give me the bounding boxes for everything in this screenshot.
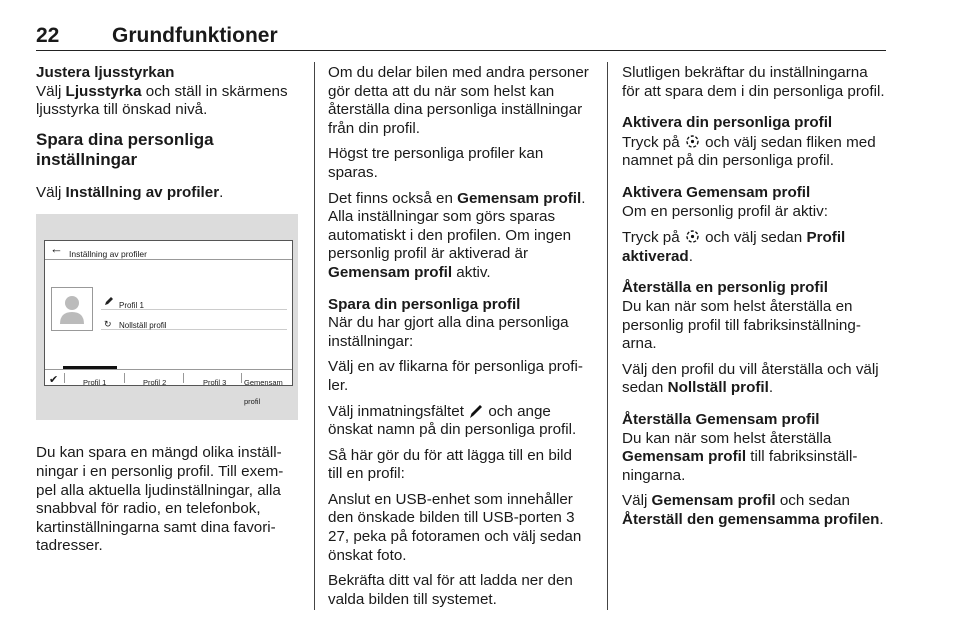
paragraph-aterstalla: Du kan när som helst återställa en personlig profil till fabriksinställning-arna. — [622, 297, 861, 353]
paragraph-tryck-1: Tryck på och välj sedan fliken med namnet på din personliga profil. — [622, 133, 876, 170]
reset-profile-label: Nollställ profil — [119, 321, 167, 331]
paragraph-gemensam-fabrik: Du kan när som helst återställa Gemensam profil till fabriksinställ-ningarna. — [622, 429, 858, 484]
heading-aterstalla: Återställa en personlig profil — [622, 279, 828, 297]
heading-justera: Justera ljusstyrkan — [36, 64, 175, 81]
paragraph-bekrafta: Bekräfta ditt val för att ladda ner den valda bilden till systemet. — [328, 572, 573, 608]
column-divider — [607, 62, 608, 610]
screen-panel — [44, 240, 293, 406]
paragraph-body: Du kan spara en mängd olika inställ-ningar i en personlig profil. Till exem-pel alla aktuella ljudinställningar, alla snabbval för radio, en telefonbok, kartinställningarna samt dina favori-tadresser. — [36, 444, 284, 555]
paragraph-dela: Om du delar bilen med andra personer gör detta att du när som helst kan återställa dina personliga inställningar från din profil. — [328, 64, 589, 137]
back-arrow-icon: ← — [50, 241, 63, 257]
paragraph-slutligen: Slutligen bekräftar du inställningarna för att spara dem i din personliga profil. — [622, 64, 885, 100]
reset-icon: ↻ — [104, 319, 112, 330]
profile-settings-screenshot — [36, 214, 298, 420]
column-1 — [36, 64, 298, 563]
person-icon — [52, 288, 92, 330]
page-number: 22 — [36, 24, 60, 47]
tab-profil-3: Profil 3 — [203, 378, 227, 388]
column-3 — [622, 64, 888, 536]
avatar-placeholder — [51, 287, 93, 331]
tab-gemensam-profil: Gemensam profil — [244, 378, 283, 406]
heading-aktivera: Aktivera din personliga profil — [622, 114, 833, 132]
paragraph-hogst: Högst tre personliga profiler kan sparas. — [328, 145, 544, 181]
page-reference: 3 27 — [328, 509, 575, 546]
heading-spara-profil: Spara din personliga profil — [328, 295, 521, 313]
screen-title: Inställning av profiler — [69, 249, 147, 260]
paragraph-inmatning: Välj inmatningsfältet och ange önskat namn på din personliga profil. — [328, 402, 577, 439]
paragraph-nar: När du har gjort alla dina personliga inställningar: — [328, 314, 569, 350]
settings-icon — [684, 228, 701, 245]
paragraph-tryck-2: Tryck på och välj sedan Profil aktiverad. — [622, 229, 846, 265]
paragraph-justera: Välj Ljusstyrka och ställ in skärmens ljusstyrka till önskad nivå. — [36, 82, 288, 119]
section-heading-spara: Spara dina personliga inställningar — [36, 129, 214, 169]
profile-name-label: Profil 1 — [119, 301, 144, 311]
page-header — [36, 22, 886, 51]
paragraph-bild: Så här gör du för att lägga till en bild till en profil: — [328, 446, 572, 483]
heading-aterstalla-gemensam: Återställa Gemensam profil — [622, 410, 820, 428]
paragraph-om-aktiv: Om en personlig profil är aktiv: — [622, 202, 828, 220]
paragraph-gemensam: Det finns också en Gemensam profil. Alla inställningar som görs sparas automatiskt i den profilen. Om ingen personlig profil är aktiverad är Gemensam profil aktiv. — [328, 189, 586, 281]
tab-profil-1: Profil 1 — [83, 378, 107, 388]
pencil-icon — [468, 403, 484, 419]
paragraph-valj-flik: Välj en av flikarna för personliga profi-ler. — [328, 358, 583, 394]
page-title: Grundfunktioner — [112, 24, 278, 47]
checkmark-icon: ✔ — [49, 374, 59, 387]
pencil-icon — [104, 296, 114, 306]
screen-topbar — [45, 241, 292, 260]
reset-profile-row — [101, 313, 287, 330]
column-divider — [314, 62, 315, 610]
paragraph-valj: Välj Inställning av profiler. — [36, 183, 224, 201]
paragraph-usb: Anslut en USB-enhet som innehåller den önskade bilden till USB-porten 3 27, peka på fotoramen och välj sedan önskat foto. — [328, 490, 582, 564]
tab-profil-2: Profil 2 — [143, 378, 167, 388]
paragraph-valj-profil: Välj den profil du vill återställa och välj sedan Nollställ profil. — [622, 360, 879, 397]
profile-tab-bar — [45, 369, 292, 406]
paragraph-valj-gemensam: Välj Gemensam profil och sedan Återställ den gemensamma profilen. — [622, 492, 884, 528]
column-2 — [328, 64, 590, 616]
heading-aktivera-gemensam: Aktivera Gemensam profil — [622, 183, 811, 201]
settings-icon — [684, 133, 701, 150]
profile-name-row — [101, 293, 287, 310]
